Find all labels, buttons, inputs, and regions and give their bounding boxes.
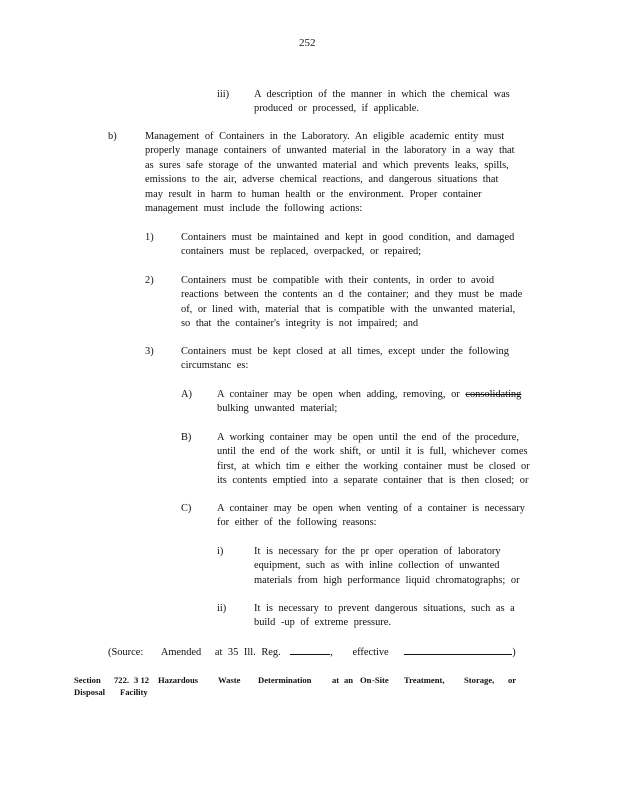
item-1-text	[181, 231, 514, 260]
text-line: containers must be replaced, overpacked, or repaired;	[181, 246, 422, 258]
source-citation: at 35 Ill. Reg.	[214, 647, 281, 658]
text-line: as sures safe storage of the unwanted material and which prevents leaks, spills,	[145, 159, 509, 171]
heading-word: an	[344, 675, 354, 685]
text-line: bulking unwanted material;	[217, 403, 338, 415]
heading-word: On	[360, 675, 372, 685]
item-2-text	[181, 274, 522, 332]
item-i-label: i)	[217, 546, 224, 557]
item-b-label: b)	[108, 131, 117, 142]
heading-word: 722.	[114, 675, 130, 685]
text-line: build -up of extreme pressure.	[254, 617, 391, 629]
heading-line-1	[74, 674, 544, 686]
source-note	[108, 644, 516, 660]
text-line	[217, 388, 521, 402]
section-heading	[74, 674, 544, 698]
item-b-text	[145, 130, 515, 216]
item-B-text	[217, 431, 530, 489]
text-segment: A container may be open when adding, removing, or	[217, 389, 466, 400]
text-line: for either of the following reasons:	[217, 517, 377, 529]
heading-word: at	[332, 675, 340, 685]
struck-text: consolidating	[465, 389, 522, 400]
item-2-label: 2)	[145, 275, 154, 286]
item-i-text	[254, 545, 520, 588]
text-line: Containers must be kept closed at all times, except under the following	[181, 346, 509, 357]
heading-line-2	[74, 686, 544, 698]
register-blank	[290, 644, 330, 655]
text-line: until the end of the work shift, or until it is full, whichever comes	[217, 446, 528, 458]
effective-date-blank	[404, 644, 512, 655]
heading-word: Determination	[258, 675, 312, 685]
item-iii-text	[254, 88, 510, 117]
item-C-text	[217, 502, 525, 531]
heading-word: Waste	[218, 675, 241, 685]
text-line: properly manage containers of unwanted material in the laboratory in a way that	[145, 145, 515, 157]
page-number: 252	[299, 37, 316, 49]
text-line: reactions between the contents an d the container; and they must be made	[181, 289, 523, 301]
text-line: It is necessary to prevent dangerous situations, such as a	[254, 603, 515, 614]
text-line: may result in harm to human health or the environment. Proper container	[145, 188, 482, 200]
text-line: circumstanc es:	[181, 360, 249, 372]
item-3-text	[181, 345, 509, 374]
heading-word: or	[508, 675, 517, 685]
heading-word: Hazardous	[158, 675, 199, 685]
text-line: Containers must be compatible with their contents, in order to avoid	[181, 275, 495, 286]
item-B-label: B)	[181, 432, 192, 443]
text-line: A description of the manner in which the chemical was	[254, 89, 510, 100]
text-line: of, or lined with, material that is compatible with the unwanted material,	[181, 303, 516, 315]
item-A-text	[217, 388, 521, 417]
text-line: A working container may be open until the end of the procedure,	[217, 432, 519, 443]
heading-word: Facility	[120, 687, 148, 697]
text-line: equipment, such as with inline collection of unwanted	[254, 560, 500, 572]
source-close: )	[512, 647, 516, 658]
text-line: materials from high performance liquid chromatographs; or	[254, 574, 520, 586]
text-line: A container may be open when venting of a container is necessary	[217, 503, 525, 514]
text-line: emissions to the air, adverse chemical reactions, and dangerous situations that	[145, 174, 499, 186]
text-line: produced or processed, if applicable.	[254, 103, 419, 115]
heading-word: Storage,	[464, 675, 495, 685]
heading-word: 3 12	[134, 675, 150, 685]
text-line: Containers must be maintained and kept in good condition, and damaged	[181, 232, 515, 243]
text-line: its contents emptied into a separate container that is then closed; or	[217, 475, 529, 487]
heading-word: -Site	[372, 675, 389, 685]
heading-word: Disposal	[74, 687, 106, 697]
text-line: It is necessary for the pr oper operation of laboratory	[254, 546, 501, 557]
heading-word: Section	[74, 675, 101, 685]
text-line: so that the container's integrity is not impaired; and	[181, 318, 419, 330]
text-line: first, at which tim e either the working container must be closed or	[217, 460, 530, 472]
source-open: (Source:	[108, 647, 144, 658]
item-1-label: 1)	[145, 232, 154, 243]
item-ii-text	[254, 602, 515, 631]
item-A-label: A)	[181, 389, 192, 400]
source-effective: effective	[352, 647, 389, 658]
source-amended: Amended	[160, 647, 202, 658]
source-comma: ,	[330, 647, 333, 658]
item-C-label: C)	[181, 503, 192, 514]
item-3-label: 3)	[145, 346, 154, 357]
item-ii-label: ii)	[217, 603, 227, 614]
text-line: Management of Containers in the Laboratory. An eligible academic entity must	[145, 131, 505, 142]
text-line: management must include the following actions:	[145, 203, 363, 215]
item-iii-label: iii)	[217, 89, 230, 100]
heading-word: Treatment,	[404, 675, 445, 685]
